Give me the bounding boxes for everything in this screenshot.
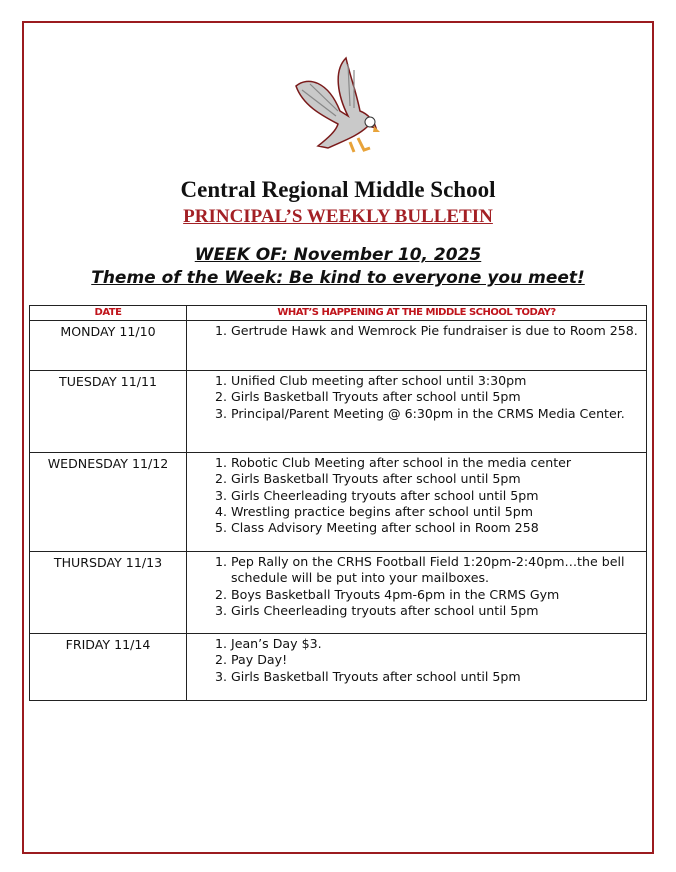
event-list (187, 455, 642, 536)
theme-of-week: Theme of the Week: Be kind to everyone you meet! (91, 268, 585, 288)
list-item: 2. Pay Day! (231, 652, 642, 668)
list-item: 1. Pep Rally on the CRHS Football Field 1:20pm-2:40pm…the bell schedule will be put into your mailboxes. (231, 554, 642, 587)
table-row (30, 371, 647, 453)
row-date: MONDAY 11/10 (30, 321, 187, 371)
list-item: 2. Boys Basketball Tryouts 4pm-6pm in the CRMS Gym (231, 587, 642, 603)
list-item: 2. Girls Basketball Tryouts after school until 5pm (231, 389, 642, 405)
list-item: 1. Jean’s Day $3. (231, 636, 642, 652)
row-date: WEDNESDAY 11/12 (30, 453, 187, 552)
event-list (187, 373, 642, 422)
table-row (30, 634, 647, 701)
event-list (187, 636, 642, 685)
list-item: 4. Wrestling practice begins after school until 5pm (231, 504, 642, 520)
header-happenings: WHAT’S HAPPENING AT THE MIDDLE SCHOOL TODAY? (187, 306, 647, 321)
week-of: WEEK OF: November 10, 2025 (194, 245, 482, 265)
list-item: 2. Girls Basketball Tryouts after school until 5pm (231, 471, 642, 487)
bulletin-title: PRINCIPAL’S WEEKLY BULLETIN (183, 206, 493, 227)
row-date: THURSDAY 11/13 (30, 552, 187, 634)
list-item: 3. Girls Cheerleading tryouts after school until 5pm (231, 488, 642, 504)
school-name: Central Regional Middle School (180, 177, 496, 202)
event-list (187, 323, 642, 339)
table-row (30, 453, 647, 552)
hawk-mascot-icon (288, 56, 392, 160)
table-row (30, 321, 647, 371)
row-date: TUESDAY 11/11 (30, 371, 187, 453)
list-item: 1. Robotic Club Meeting after school in the media center (231, 455, 642, 471)
schedule-table (29, 305, 647, 701)
list-item: 5. Class Advisory Meeting after school in Room 258 (231, 520, 642, 536)
table-row (30, 552, 647, 634)
list-item: 3. Girls Basketball Tryouts after school until 5pm (231, 669, 642, 685)
list-item: 1. Unified Club meeting after school until 3:30pm (231, 373, 642, 389)
row-date: FRIDAY 11/14 (30, 634, 187, 701)
header-date: DATE (30, 306, 187, 321)
list-item: 3. Principal/Parent Meeting @ 6:30pm in the CRMS Media Center. (231, 406, 642, 422)
event-list (187, 554, 642, 619)
list-item: 1. Gertrude Hawk and Wemrock Pie fundraiser is due to Room 258. (231, 323, 642, 339)
table-header-row (30, 306, 647, 321)
list-item: 3. Girls Cheerleading tryouts after school until 5pm (231, 603, 642, 619)
